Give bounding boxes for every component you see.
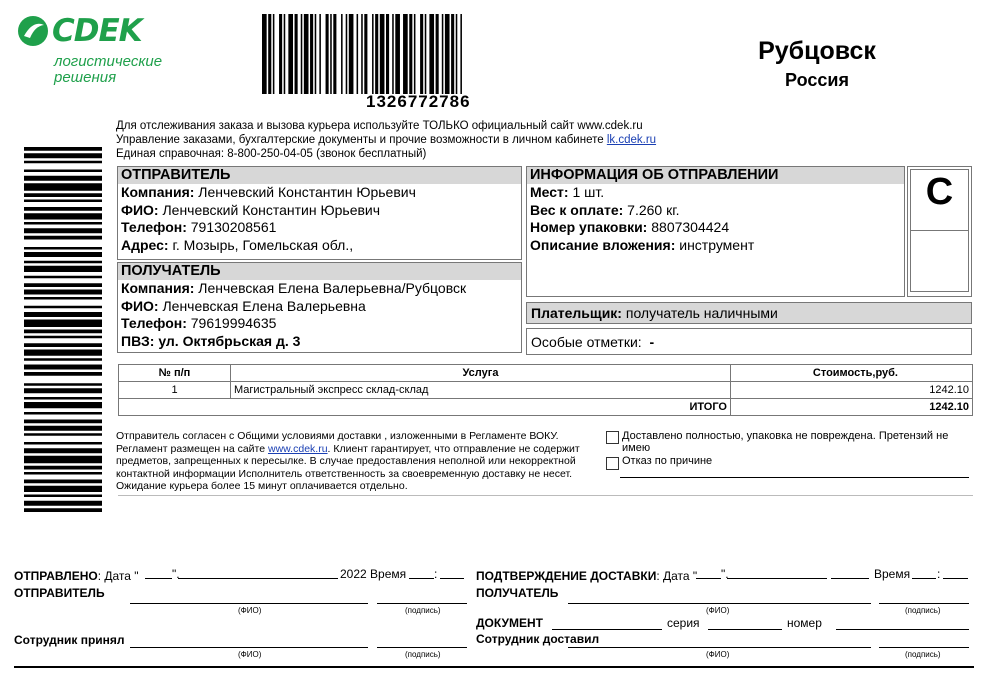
sender-fio-row: ФИО: Ленчевский Константин Юрьевич xyxy=(121,201,381,218)
refused-label: Отказ по причине xyxy=(622,455,713,467)
sender-sign-label: ОТПРАВИТЕЛЬ xyxy=(14,586,105,600)
logo-subtitle-line-2: решения xyxy=(54,69,117,86)
info-line-1: Для отслеживания заказа и вызова курьера используйте ТОЛЬКО официальный сайт www.cdek.ru xyxy=(116,120,643,132)
destination-city: Рубцовск xyxy=(758,37,876,65)
confirm-hour-line xyxy=(912,578,936,579)
sent-month-line xyxy=(178,578,338,579)
total-label: ИТОГО xyxy=(119,399,731,416)
sender-phone: 79130208561 xyxy=(190,219,277,235)
confirm-year-line xyxy=(831,578,869,579)
receiver-fio-line xyxy=(568,603,871,604)
col-cost-header: Стоимость,руб. xyxy=(731,365,973,382)
refusal-reason-line xyxy=(620,477,969,478)
receiver-sign-label: ПОЛУЧАТЕЛЬ xyxy=(476,586,559,600)
cdek-site-link[interactable]: www.cdek.ru xyxy=(268,442,328,455)
cdek-logo-icon xyxy=(18,16,48,46)
sender-company-row: Компания: Ленчевский Константин Юрьевич xyxy=(121,184,416,200)
payer-row xyxy=(526,302,972,324)
sender-company: Ленчевский Константин Юрьевич xyxy=(198,184,416,200)
receiver-fio-row: ФИО: Ленчевская Елена Валерьевна xyxy=(121,297,366,314)
side-barcode xyxy=(24,147,102,517)
sender-signature-line xyxy=(377,603,467,604)
service-cost: 1242.10 xyxy=(731,382,973,399)
special-marks-row xyxy=(526,328,972,355)
deliverer-signature-line xyxy=(879,647,969,648)
deliverer-fio-caption: (ФИО) xyxy=(706,650,730,659)
delivery-mode-letter: С xyxy=(925,171,954,213)
confirm-date-quote: ". xyxy=(721,567,729,581)
sent-label: ОТПРАВЛЕНО xyxy=(14,569,98,583)
employee-fio-caption: (ФИО) xyxy=(238,650,262,659)
sent-time-colon: : xyxy=(434,567,438,581)
confirm-day-line xyxy=(696,578,721,579)
confirm-time-colon: : xyxy=(937,567,941,581)
payer-label: Плательщик: xyxy=(531,305,622,321)
sent-day-line xyxy=(145,578,172,579)
shipment-info-block xyxy=(526,166,905,297)
special-marks-label: Особые отметки: xyxy=(531,334,642,350)
shipment-contents-row: Описание вложения: инструмент xyxy=(530,236,755,253)
shipment-places-row: Мест: 1 шт. xyxy=(530,184,605,200)
terms-text xyxy=(116,430,606,493)
shipment-pack: 8807304424 xyxy=(651,219,730,235)
document-type-line xyxy=(552,629,662,630)
receiver-pvz: ул. Октябрьская д. 3 xyxy=(158,332,301,349)
receiver-phone-row: Телефон: 79619994635 xyxy=(121,315,277,331)
receiver-title: ПОЛУЧАТЕЛЬ xyxy=(118,263,521,280)
terms-part-1: Отправитель согласен с Общими условиями доставки , изложенными в Регламенте ВОКУ. Регламент размещен на сайте xyxy=(116,430,559,455)
destination-country: Россия xyxy=(785,70,849,90)
bottom-rule xyxy=(14,666,974,668)
shipment-contents: инструмент xyxy=(679,236,755,253)
deliverer-fio-line xyxy=(568,647,871,648)
receiver-phone: 79619994635 xyxy=(190,315,277,331)
sent-date-quote: ". xyxy=(172,567,180,581)
info-line-3: Единая справочная: 8-800-250-04-05 (звонок бесплатный) xyxy=(116,148,427,160)
lk-cdek-link[interactable]: lk.cdek.ru xyxy=(606,134,657,146)
confirm-date-word: Дата " xyxy=(663,569,698,583)
receiver-sign-caption: (подпись) xyxy=(905,606,941,615)
receiver-company-row: Компания: Ленчевская Елена Валерьевна/Рубцовск xyxy=(121,280,467,296)
employee-sign-caption: (подпись) xyxy=(405,650,441,659)
receiver-block xyxy=(117,262,522,353)
receiver-fio-caption: (ФИО) xyxy=(706,606,730,615)
confirm-label: ПОДТВЕРЖДЕНИЕ ДОСТАВКИ xyxy=(476,569,657,583)
shipment-pack-row: Номер упаковки: 8807304424 xyxy=(530,219,730,235)
document-label: ДОКУМЕНТ xyxy=(476,616,543,630)
sender-sign-caption: (подпись) xyxy=(405,606,441,615)
receiver-fio: Ленчевская Елена Валерьевна xyxy=(162,297,366,314)
logo-brand: CDEK xyxy=(52,13,142,49)
delivery-mode-box xyxy=(907,166,972,297)
delivered-checkbox[interactable] xyxy=(606,431,619,444)
services-header-row xyxy=(119,365,973,382)
sent-row: ОТПРАВЛЕНО: Дата " xyxy=(14,569,139,583)
sent-hour-line xyxy=(409,578,434,579)
shipment-weight: 7.260 кг. xyxy=(627,201,680,218)
col-number-header: № п/п xyxy=(119,365,231,382)
sender-address: г. Мозырь, Гомельская обл., xyxy=(172,236,354,253)
logo-subtitle xyxy=(54,54,204,86)
confirm-minute-line xyxy=(943,578,968,579)
sender-block xyxy=(117,166,522,260)
document-number-word: номер xyxy=(787,616,822,630)
mode-separator xyxy=(910,230,969,231)
sent-date-word: Дата " xyxy=(104,569,139,583)
sender-title: ОТПРАВИТЕЛЬ xyxy=(118,167,521,184)
tracking-number: 1326772786 xyxy=(366,92,471,111)
confirm-row: ПОДТВЕРЖДЕНИЕ ДОСТАВКИ: Дата " xyxy=(476,569,698,583)
document-series-line xyxy=(708,629,782,630)
employee-fio-line xyxy=(130,647,368,648)
delivered-label: Доставлено полностью, упаковка не повреждена. Претензий не имею xyxy=(622,430,949,454)
employee-accepted-label: Сотрудник принял xyxy=(14,633,125,647)
info-line-2-text: Управление заказами, бухгалтерские документы и прочие возможности в личном кабинете xyxy=(116,134,604,146)
tracking-barcode xyxy=(262,14,462,94)
sent-year: 2022 Время xyxy=(340,567,407,581)
sender-fio: Ленчевский Константин Юрьевич xyxy=(162,201,381,218)
deliverer-sign-caption: (подпись) xyxy=(905,650,941,659)
sender-fio-line xyxy=(130,603,368,604)
sent-minute-line xyxy=(440,578,464,579)
refused-checkbox[interactable] xyxy=(606,457,619,470)
sender-fio-caption: (ФИО) xyxy=(238,606,262,615)
payer-value: получатель наличными xyxy=(625,305,778,321)
shipment-title: ИНФОРМАЦИЯ ОБ ОТПРАВЛЕНИИ xyxy=(527,167,904,184)
total-value: 1242.10 xyxy=(731,399,973,416)
receiver-signature-line xyxy=(879,603,969,604)
terms-part-2: . Клиент гарантирует, что отправление не содержит предметов, запрещенных к пересылке. В случае предоставления неполной или некорректной контактной информации Исполнитель ответственность за своевременную доставку не несет. Ожидание курьера более 15 минут оплачивается отдельно. xyxy=(116,442,580,492)
document-number-line xyxy=(836,629,969,630)
sender-address-row: Адрес: г. Мозырь, Гомельская обл., xyxy=(121,236,354,253)
receiver-company: Ленчевская Елена Валерьевна/Рубцовск xyxy=(198,280,467,296)
confirm-month-line xyxy=(727,578,827,579)
table-row xyxy=(119,382,973,399)
receiver-pvz-row: ПВЗ: ул. Октябрьская д. 3 xyxy=(121,332,301,349)
logo-subtitle-line-1: логистические xyxy=(54,53,163,70)
deliverer-label: Сотрудник доставил xyxy=(476,632,600,646)
shipment-places: 1 шт. xyxy=(572,184,605,200)
shipment-weight-row: Вес к оплате: 7.260 кг. xyxy=(530,201,680,218)
service-name: Магистральный экспресс склад-склад xyxy=(231,382,731,399)
service-number: 1 xyxy=(119,382,231,399)
document-series-word: серия xyxy=(667,616,700,630)
confirm-time-word: Время xyxy=(874,567,911,581)
info-line-2 xyxy=(116,134,656,147)
total-row xyxy=(119,399,973,416)
terms-divider xyxy=(118,495,973,496)
special-marks-value: - xyxy=(649,334,655,350)
services-table xyxy=(118,364,973,416)
sender-phone-row: Телефон: 79130208561 xyxy=(121,219,277,235)
col-service-header: Услуга xyxy=(231,365,731,382)
employee-signature-line xyxy=(377,647,467,648)
